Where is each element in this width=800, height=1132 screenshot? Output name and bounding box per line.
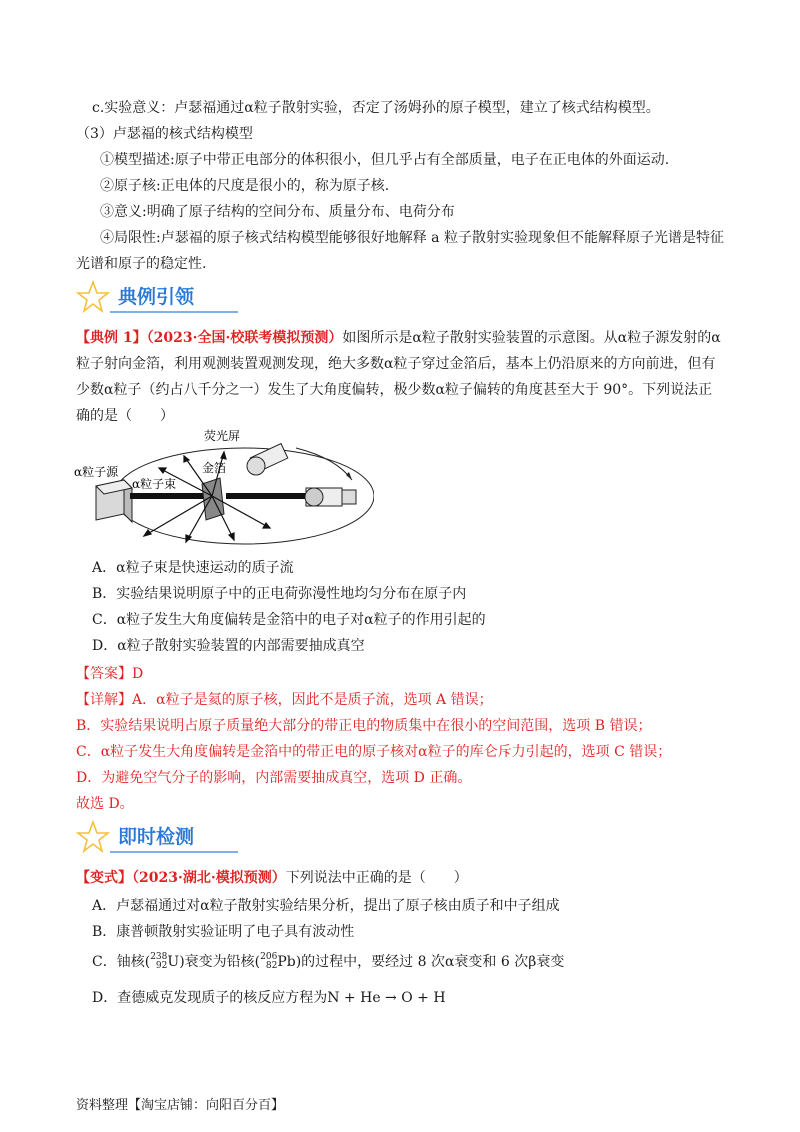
section-header-quick-check [76, 820, 195, 854]
uranium-symbol: U [167, 954, 180, 970]
detail-conclusion: 故选 D。 [76, 796, 134, 812]
model-limitation: ④局限性:卢瑟福的原子核式结构模型能够很好地解释 a 粒子散射实验现象但不能解释原子光谱是特征 [100, 230, 724, 246]
variant-option-a: A．卢瑟福通过对α粒子散射实验结果分析，提出了原子核由质子和中子组成 [92, 898, 560, 914]
variant-option-c: C．铀核( 238 92 U)衰变为铅核( 206 82 Pb)的过程中，要经过 8 次α衰变和 6 次β衰变 [92, 952, 565, 971]
lead-symbol: Pb [277, 954, 296, 970]
option-c-suffix: )的过程中，要经过 8 次α衰变和 6 次β衰变 [295, 954, 565, 970]
section-underline [110, 311, 238, 313]
page-footer: 资料整理【淘宝店铺：向阳百分百】 [76, 1098, 285, 1113]
variant-option-b: B．康普顿散射实验证明了电子具有波动性 [92, 924, 355, 940]
model-significance: ③意义:明确了原子结构的空间分布、质量分布、电荷分布 [100, 204, 455, 220]
detail-line-b: B．实验结果说明占原子质量绝大部分的带正电的物质集中在很小的空间范围，选项 B 错误； [76, 718, 652, 734]
variant-question: 下列说法中正确的是（ ） [285, 870, 468, 886]
example-stem-line1 [76, 328, 721, 348]
variant-source: （2023·湖北·模拟预测） [132, 870, 286, 886]
answer-line: 【答案】D [76, 666, 144, 682]
variant-stem [76, 868, 468, 888]
example-stem-line3: 少数α粒子（约占八千分之一）发生了大角度偏转，极少数α粒子偏转的角度甚至大于 90°。下列说法正 [76, 382, 713, 398]
label-screen: 荧光屏 [204, 429, 241, 443]
detail-line-a: 【详解】A．α粒子是氦的原子核，因此不是质子流，选项 A 错误； [76, 692, 493, 708]
experiment-significance: c.实验意义：卢瑟福通过α粒子散射实验，否定了汤姆孙的原子模型，建立了核式结构模型。 [92, 100, 660, 116]
section-title: 典例引领 [118, 286, 195, 308]
variant-tag: 【变式】 [76, 870, 132, 886]
nuclear-reaction-equation: N + He → O + H [327, 990, 446, 1006]
scattering-apparatus-figure [74, 428, 374, 548]
example-stem-text: 如图所示是α粒子散射实验装置的示意图。从α粒子源发射的α [342, 330, 721, 346]
section-underline [110, 851, 238, 853]
label-source: α粒子源 [74, 465, 119, 479]
example-stem-line2: 粒子射向金箔，利用观测装置观测发现，绝大多数α粒子穿过金箔后，基本上仍沿原来的方向前进，但有 [76, 356, 716, 372]
example-option-b: B．实验结果说明原子中的正电荷弥漫性地均匀分布在原子内 [92, 586, 467, 602]
nucleus-definition: ②原子核:正电体的尺度是很小的，称为原子核. [100, 178, 390, 194]
model-limitation-cont: 光谱和原子的稳定性. [76, 256, 207, 272]
example-option-a: A．α粒子束是快速运动的质子流 [92, 560, 294, 576]
option-c-prefix: C．铀核( [92, 954, 151, 970]
section-header-examples [76, 280, 195, 314]
section-title: 即时检测 [118, 826, 195, 848]
option-d-prefix: D．查德威克发现质子的核反应方程为 [92, 990, 328, 1006]
model-heading: （3）卢瑟福的核式结构模型 [76, 126, 253, 142]
detail-line-d: D．为避免空气分子的影响，内部需要抽成真空，选项 D 正确。 [76, 770, 472, 786]
example-stem-line4: 确的是（ ） [76, 408, 174, 424]
model-description: ①模型描述:原子中带正电部分的体积很小，但几乎占有全部质量，电子在正电体的外面运动. [100, 152, 670, 168]
label-foil: 金箔 [202, 461, 227, 475]
detail-line-c: C．α粒子发生大角度偏转是金箔中的带正电的原子核对α粒子的库仑斥力引起的，选项 C 错误； [76, 744, 672, 760]
example-tag: 【典例 1】 [76, 330, 147, 346]
label-beam: α粒子束 [132, 477, 177, 491]
star-icon [76, 820, 110, 854]
star-icon [76, 280, 110, 314]
variant-option-d [92, 988, 446, 1008]
option-c-middle: )衰变为铅核( [179, 954, 261, 970]
example-source: （2023·全国·校联考模拟预测） [146, 330, 343, 346]
example-option-c: C．α粒子发生大角度偏转是金箔中的电子对α粒子的作用引起的 [92, 612, 486, 628]
example-option-d: D．α粒子散射实验装置的内部需要抽成真空 [92, 638, 365, 654]
